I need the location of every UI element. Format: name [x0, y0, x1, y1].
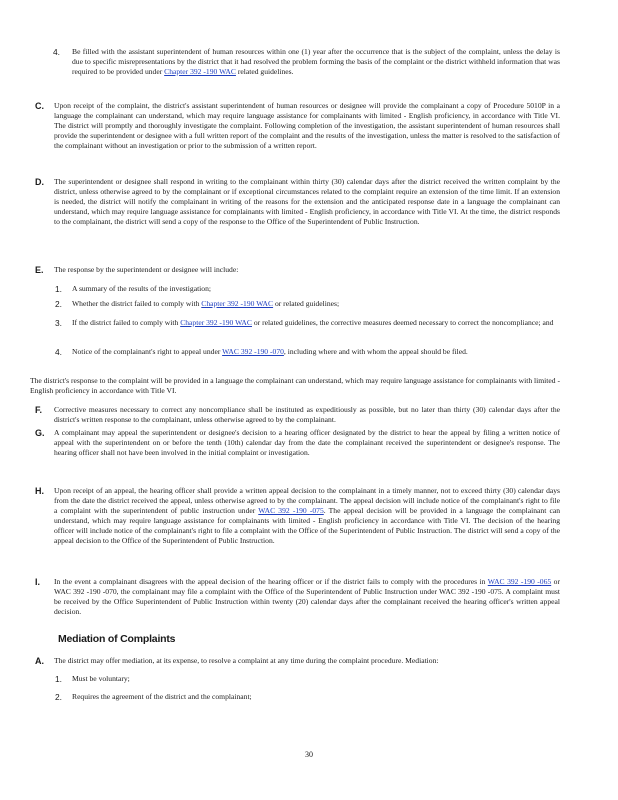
paragraph-d: [54, 177, 560, 227]
wac-link[interactable]: Chapter 392 -190 WAC: [164, 67, 236, 76]
section-heading: Mediation of Complaints: [58, 633, 176, 645]
list-marker: 4.: [55, 347, 62, 357]
list-marker: 2.: [55, 299, 62, 309]
item-text: Whether the district failed to comply with: [72, 299, 202, 308]
paragraph-h: [54, 486, 560, 546]
paragraph-text: Upon receipt of an appeal, the hearing officer shall provide a written appeal decision to the complainant in a timely manner, not to exceed thirty (30) calendar days from the date the district received the appeal, unless otherwise agreed to by the complainant. The appeal decision will include notice of the complainant's right to file a complaint with the superintendent of public instruction under: [54, 486, 560, 515]
wac-link[interactable]: WAC 392 -190 -070: [222, 347, 284, 356]
paragraph-text-post: . The appeal decision will be provided in a language the complainant can understand, which may require language assistance for complainants with limited - English proficiency in accordance with Title VI. The decision of the hearing officer will include notice of the complainant's right to file a complaint with the Office of the Superintendent of Public Instruction. The district will send a copy of the appeal decision to the Office of the Superintendent of Public Instruction.: [54, 506, 560, 545]
section-marker: G.: [35, 428, 45, 438]
list-marker: 1.: [55, 284, 62, 294]
section-marker: I.: [35, 577, 41, 587]
section-marker: D.: [35, 177, 44, 187]
paragraph-text: In the event a complainant disagrees with the appeal decision of the hearing officer or if the district fails to comply with the procedures in: [54, 577, 488, 586]
list-marker: 1.: [55, 674, 62, 684]
page-number: 30: [305, 750, 313, 759]
list-marker: 3.: [55, 318, 62, 328]
item-text: Notice of the complainant's right to appeal under: [72, 347, 223, 356]
item-text: Requires the agreement of the district and the complainant;: [72, 692, 252, 701]
paragraph-e: [54, 265, 560, 275]
item-text: Be filled with the assistant superintendent of human resources within one (1) year after the occurrence that is the subject of the complaint, unless the delay is due to specific misrepresentations by the district that it had resolved the problem forming the basis of the complaint or the district withheld information that was required to be provided under: [72, 47, 560, 76]
section-marker: E.: [35, 265, 44, 275]
list-item: [72, 347, 560, 357]
wac-link[interactable]: Chapter 392 -190 WAC: [180, 318, 252, 327]
list-item: [72, 692, 560, 702]
list-item: [72, 47, 560, 77]
paragraph-mediation-a: [54, 656, 560, 666]
paragraph-text: The district may offer mediation, at its expense, to resolve a complaint at any time during the complaint procedure. Mediation:: [54, 656, 439, 665]
list-marker: 4.: [53, 47, 60, 57]
paragraph-text: A complainant may appeal the superintendent or designee's decision to a hearing officer designated by the district to hear the appeal by filing a written notice of appeal with the superintendent on or before the tenth (10th) calendar day from the date the complainant received the superintendent or designee's response. The hearing officer shall not have been involved in the initial complaint or investigation.: [54, 428, 560, 457]
list-item: [72, 284, 560, 294]
section-marker: H.: [35, 486, 44, 496]
item-text: If the district failed to comply with: [72, 318, 181, 327]
paragraph-g: [54, 428, 560, 458]
paragraph-text: Corrective measures necessary to correct any noncompliance shall be instituted as expeditiously as possible, but no later than thirty (30) calendar days after the district's written response to the complainant, unless otherwise agreed to by the complainant.: [54, 405, 560, 424]
item-text: A summary of the results of the investigation;: [72, 284, 211, 293]
list-item: [72, 299, 560, 309]
list-item: [72, 318, 560, 328]
item-text-post: , including where and with whom the appeal should be filed.: [283, 347, 468, 356]
paragraph-text: The district's response to the complaint will be provided in a language the complainant can understand, which may require language assistance for complainants with limited - English proficiency in accordance with Title VI.: [30, 376, 560, 395]
wac-link[interactable]: Chapter 392 -190 WAC: [201, 299, 274, 308]
item-text-post: or related guidelines, the corrective measures deemed necessary to correct the noncompliance; and: [251, 318, 554, 327]
section-marker: A.: [35, 656, 44, 666]
wac-link[interactable]: WAC 392 -190 -075: [258, 506, 324, 515]
list-item: [72, 674, 560, 684]
paragraph-i: [54, 577, 560, 617]
section-marker: C.: [35, 101, 44, 111]
paragraph-text: Upon receipt of the complaint, the district's assistant superintendent of human resources or designee will provide the complainant a copy of Procedure 5010P in a language the complainant can understand, which may require language assistance for complainants with limited - English proficiency, in accordance with Title VI. The district will promptly and thoroughly investigate the complaint. Following completion of the investigation, the assistant superintendent of human resources shall provide the superintendent or designee with a full written report of the complaint and the results of the investigation, unless the matter is resolved to the satisfaction of the complainant without an investigation or prior to the submission of a written report.: [54, 101, 560, 150]
item-text: Must be voluntary;: [72, 674, 130, 683]
item-text-post: related guidelines.: [235, 67, 294, 76]
response-language-paragraph: [30, 376, 560, 396]
item-text-post: or related guidelines;: [273, 299, 340, 308]
paragraph-f: [54, 405, 560, 425]
section-marker: F.: [35, 405, 43, 415]
list-marker: 2.: [55, 692, 62, 702]
paragraph-text: The superintendent or designee shall respond in writing to the complainant within thirty (30) calendar days after the district received the written complaint by the district, unless otherwise agreed to by the complainant or if exceptional circumstances related to the complaint require an extension of the time limit. If an extension is needed, the district will notify the complainant in writing of the reasons for the extension and the anticipated response date in a language the complainant can understand, which may require language assistance for complainants with limited - English proficiency, in accordance with Title VI. At the time, the district responds to the complainant, the district will send a copy of the response to the Office of the Superintendent of Public Instruction.: [54, 177, 560, 226]
paragraph-text-post: or WAC 392 -190 -070, the complainant may file a complaint with the Office of the Superintendent of Public Instruction under WAC 392 -190 -075. A complaint must be received by the Office Superintendent of Public Instruction within twenty (20) calendar days after the complainant received the hearing officer's written appeal decision.: [54, 577, 560, 616]
wac-link[interactable]: WAC 392 -190 -065: [487, 577, 552, 586]
paragraph-text: The response by the superintendent or designee will include:: [54, 265, 239, 274]
paragraph-c: [54, 101, 560, 151]
